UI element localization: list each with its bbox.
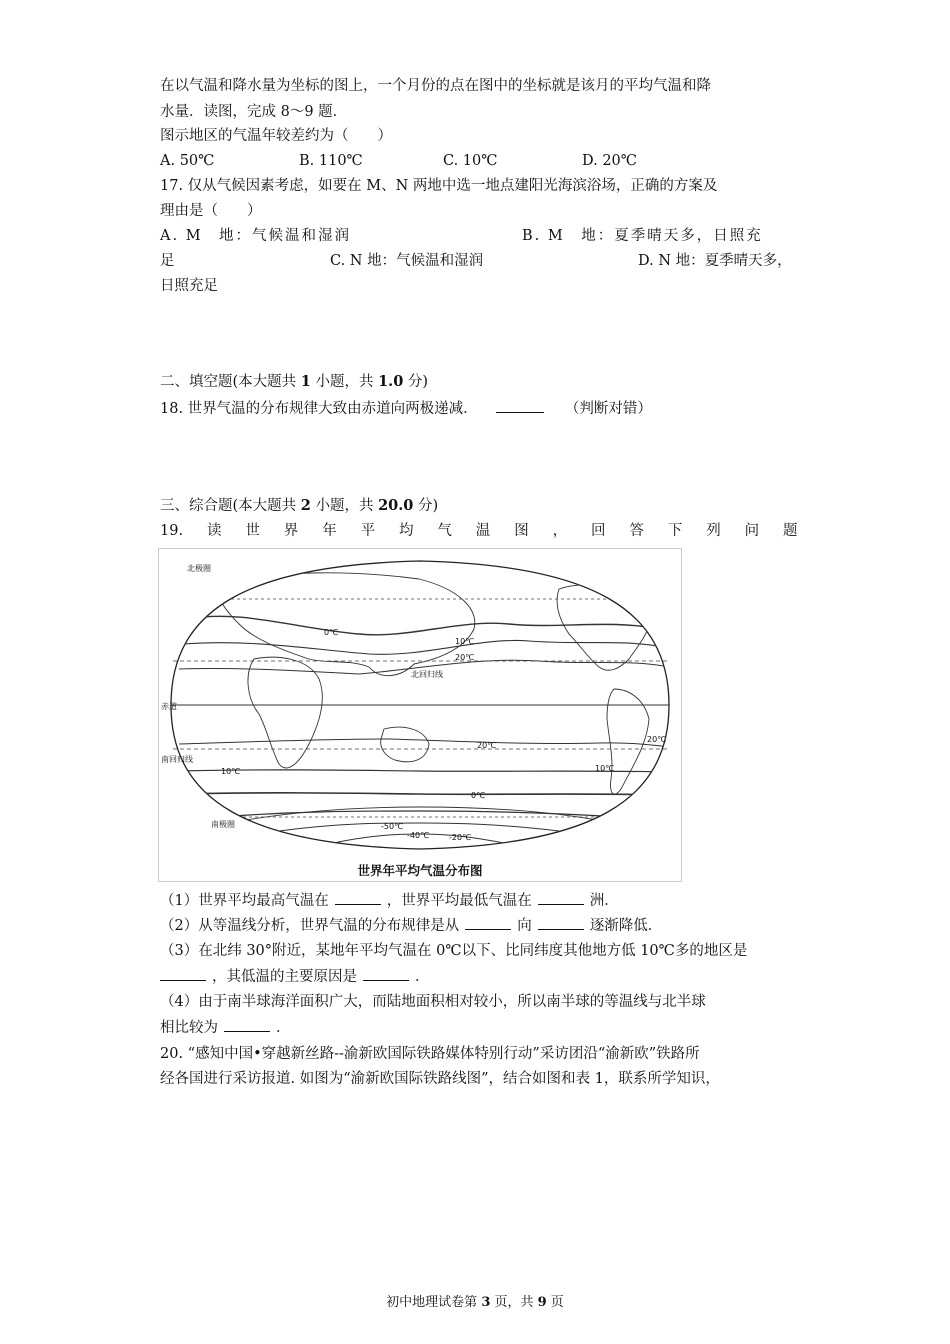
q20-line-2: 经各国进行采访报道. 如图为“渝新欧国际铁路线图”，结合如图和表 1，联系所学知识， xyxy=(160,1071,720,1087)
q16-option-a: A. 50℃ xyxy=(160,153,215,169)
q18-answer-blank[interactable] xyxy=(496,398,544,413)
label-iso-20-south-east: 20℃ xyxy=(647,735,667,744)
q19-sub2: （2）从等温线分析，世界气温的分布规律是从 向 逐渐降低． xyxy=(160,915,662,936)
q17-stem-1: 17. 仅从气候因素考虑，如要在 M、N 两地中选一地点建阳光海滨浴场，正确的方案及 xyxy=(160,178,718,194)
q19-number: 19. xyxy=(160,523,184,539)
label-iso-10-north: 10℃ xyxy=(455,637,475,646)
continent-north-america xyxy=(557,585,650,670)
q19-stem-char: 界 xyxy=(283,523,299,539)
isotherm-0-south xyxy=(181,793,667,795)
label-iso-neg50: -50℃ xyxy=(381,822,404,831)
label-iso-10-south-east: 10℃ xyxy=(595,764,615,773)
q19-stem-char: ， xyxy=(552,523,568,539)
map-svg xyxy=(159,549,681,861)
q19-stem-char: 题 xyxy=(783,523,798,539)
label-iso-0-south: 0℃ xyxy=(471,791,486,800)
continent-australia xyxy=(381,727,429,762)
q19-stem-char: 答 xyxy=(629,523,644,539)
q19-sub2-blank-1[interactable] xyxy=(465,915,511,930)
q19-stem-char: 问 xyxy=(744,523,760,539)
isotherm-20-south xyxy=(179,739,669,747)
q17-option-a: A. M 地：气候温和湿润 xyxy=(160,228,352,244)
section2-title: 二、填空题(本大题共 1 小题，共 1.0 分) xyxy=(160,373,429,390)
q19-stem-char: 列 xyxy=(706,523,721,539)
label-iso-20-south: 20℃ xyxy=(477,741,497,750)
q19-stem-char: 温 xyxy=(475,523,491,539)
label-tropic-cancer: 北回归线 xyxy=(411,670,443,679)
q19-sub1-blank-2[interactable] xyxy=(538,890,584,905)
q19-sub4-line2: 相比较为 ． xyxy=(160,1017,291,1038)
q19-stem-char: 读 xyxy=(207,523,222,539)
isotherm-10-north xyxy=(184,640,664,654)
label-iso-0-north: 0℃ xyxy=(324,628,339,637)
q19-sub3-blank-2[interactable] xyxy=(363,966,409,981)
continent-eurasia xyxy=(218,573,475,676)
label-iso-neg40: -40℃ xyxy=(407,831,430,840)
q19-stem-char: 回 xyxy=(591,523,606,539)
intro-line-1: 在以气温和降水量为坐标的图上，一个月份的点在图中的坐标就是该月的平均气温和降 xyxy=(160,78,711,94)
q19-sub4-line1: （4）由于南半球海洋面积广大，而陆地面积相对较小，所以南半球的等温线与北半球 xyxy=(160,994,706,1010)
q19-stem-char: 年 xyxy=(322,523,337,539)
q19-stem-char: 世 xyxy=(245,523,260,539)
page-footer: 初中地理试卷第 3 页，共 9 页 xyxy=(386,1295,564,1310)
q17-option-b: B. M 地：夏季晴天多，日照充 xyxy=(522,228,763,244)
label-iso-neg20: -20℃ xyxy=(449,833,472,842)
label-equator: 赤道 xyxy=(161,702,177,711)
isotherm-0-north xyxy=(189,616,659,635)
q16-option-d: D. 20℃ xyxy=(582,153,637,169)
q17-option-d: D. N 地：夏季晴天多， xyxy=(638,253,792,269)
q16-stem: 图示地区的气温年较差约为（ ） xyxy=(160,128,392,144)
q17-option-d-cont: 日照充足 xyxy=(160,278,218,294)
label-iso-20-north: 20℃ xyxy=(455,653,475,662)
q19-sub1: （1）世界平均最高气温在 ，世界平均最低气温在 洲． xyxy=(160,890,619,911)
q19-sub3-blank-1[interactable] xyxy=(160,966,206,981)
q19-stem-char: 均 xyxy=(399,523,414,539)
q17-option-c: C. N 地：气候温和湿润 xyxy=(330,253,484,269)
q19-sub3-line2: ，其低温的主要原因是 ． xyxy=(160,966,430,987)
q19-sub3-line1: （3）在北纬 30°附近，某地年平均气温在 0℃以下、比同纬度其他地方低 10℃多的地区是 xyxy=(160,943,748,959)
q19-sub1-blank-1[interactable] xyxy=(335,890,381,905)
q18-line: 18. 世界气温的分布规律大致由赤道向两极递减． （判断对错） xyxy=(160,398,652,419)
map-caption: 世界年平均气温分布图 xyxy=(357,863,483,878)
q19-stem-char: 平 xyxy=(360,523,376,539)
label-tropic-capricorn: 南回归线 xyxy=(161,755,193,764)
q19-stem-char: 图 xyxy=(514,523,529,539)
continent-africa xyxy=(248,657,322,768)
q19-sub4-blank[interactable] xyxy=(224,1017,270,1032)
label-iso-10-south: 10℃ xyxy=(221,767,241,776)
label-antarctic-circle: 南极圈 xyxy=(211,820,235,829)
isotherm-neg20-south xyxy=(219,811,619,817)
q19-stem-char: 气 xyxy=(437,523,452,539)
label-arctic-circle: 北极圈 xyxy=(187,564,211,573)
world-temperature-map xyxy=(158,548,682,882)
q17-option-b-cont: 足 xyxy=(160,253,175,269)
q19-stem-char: 下 xyxy=(667,523,683,539)
q16-option-c: C. 10℃ xyxy=(443,153,498,169)
isotherm-neg40-south xyxy=(279,823,559,831)
intro-line-2: 水量．读图，完成 8～9 题． xyxy=(160,104,348,120)
q16-option-b: B. 110℃ xyxy=(299,153,363,169)
section3-title: 三、综合题(本大题共 2 小题，共 20.0 分) xyxy=(160,497,439,514)
q17-stem-2: 理由是（ ） xyxy=(160,203,262,219)
q19-sub2-blank-2[interactable] xyxy=(538,915,584,930)
q20-line-1: 20. “感知中国•穿越新丝路--渝新欧国际铁路媒体特别行动”采访团沿“渝新欧”铁路所 xyxy=(160,1046,700,1062)
